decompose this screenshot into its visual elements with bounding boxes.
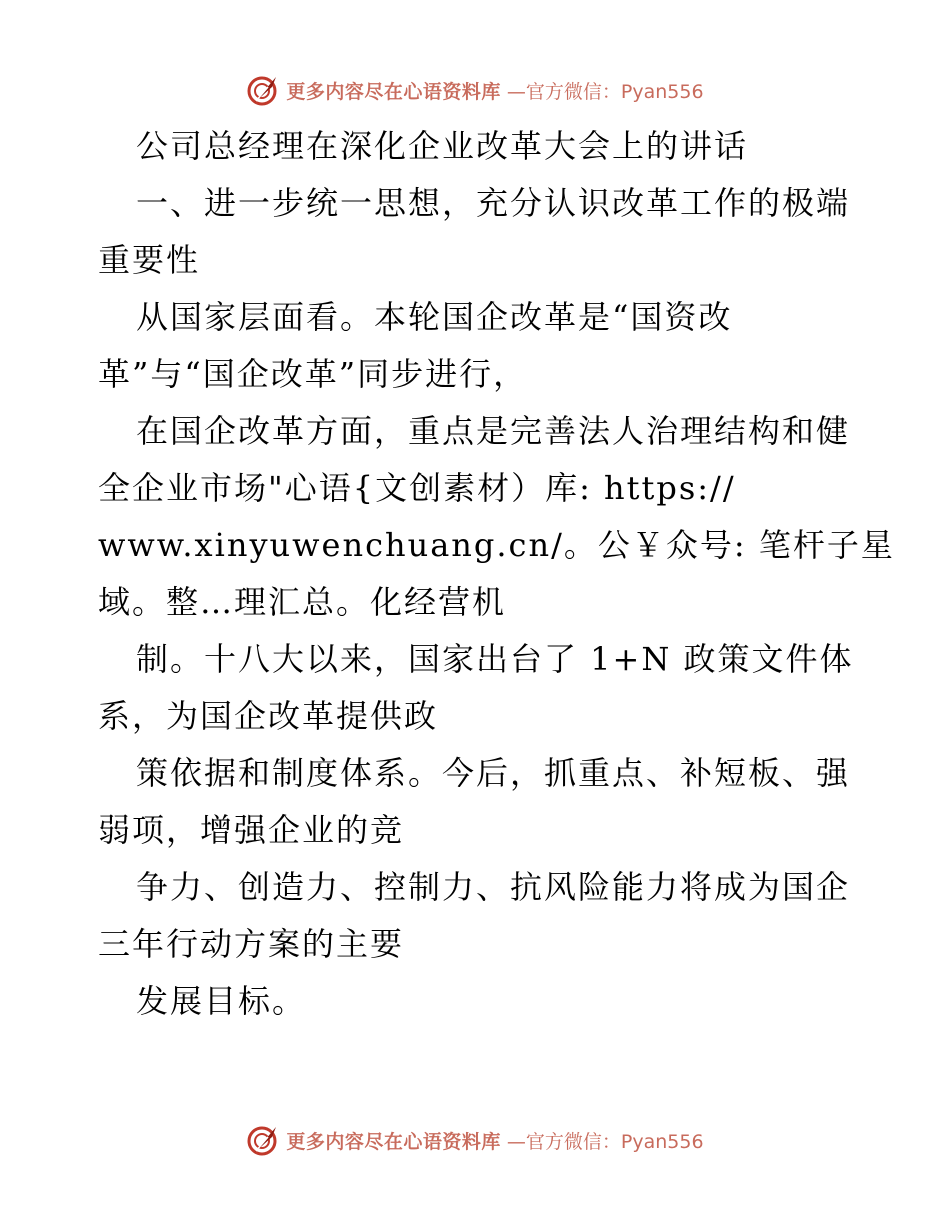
doc-line: www.xinyuwenchuang.cn/。公￥众号: 笔杆子星 [98,526,895,564]
doc-line: 系，为国企改革提供政 [98,697,439,735]
doc-line: 革”与“国企改革”同步进行， [98,355,528,393]
watermark-wechat-text: —官方微信：Pyan556 [506,80,704,103]
quill-logo-icon [246,1123,280,1157]
doc-line: 策依据和制度体系。今后，抓重点、补短板、强 [136,754,851,792]
watermark-wechat-text: —官方微信：Pyan556 [506,1130,704,1153]
doc-line: 一、进一步统一思想，充分认识改革工作的极端 [136,184,851,222]
watermark-main-text: 更多内容尽在心语资料库 [286,1130,501,1153]
doc-line: 发展目标。 [136,982,307,1020]
doc-line: 在国企改革方面，重点是完善法人治理结构和健 [136,412,851,450]
doc-line: 域。整…理汇总。化经营机 [98,583,507,621]
header-watermark [0,72,950,108]
doc-line: 重要性 [98,241,201,279]
doc-line: 制。十八大以来，国家出台了 1+N 政策文件体 [136,640,854,678]
quill-logo-icon [246,73,280,107]
footer-watermark [0,1122,950,1158]
doc-line: 公司总经理在深化企业改革大会上的讲话 [136,127,749,165]
doc-line: 从国家层面看。本轮国企改革是“国资改 [136,298,733,336]
doc-line: 争力、创造力、控制力、抗风险能力将成为国企 [136,868,851,906]
doc-line: 全企业市场"心语{文创素材）库: https:// [98,469,736,507]
doc-line: 弱项，增强企业的竞 [98,811,405,849]
document-body [98,118,895,1030]
watermark-main-text: 更多内容尽在心语资料库 [286,80,501,103]
doc-line: 三年行动方案的主要 [98,925,405,963]
